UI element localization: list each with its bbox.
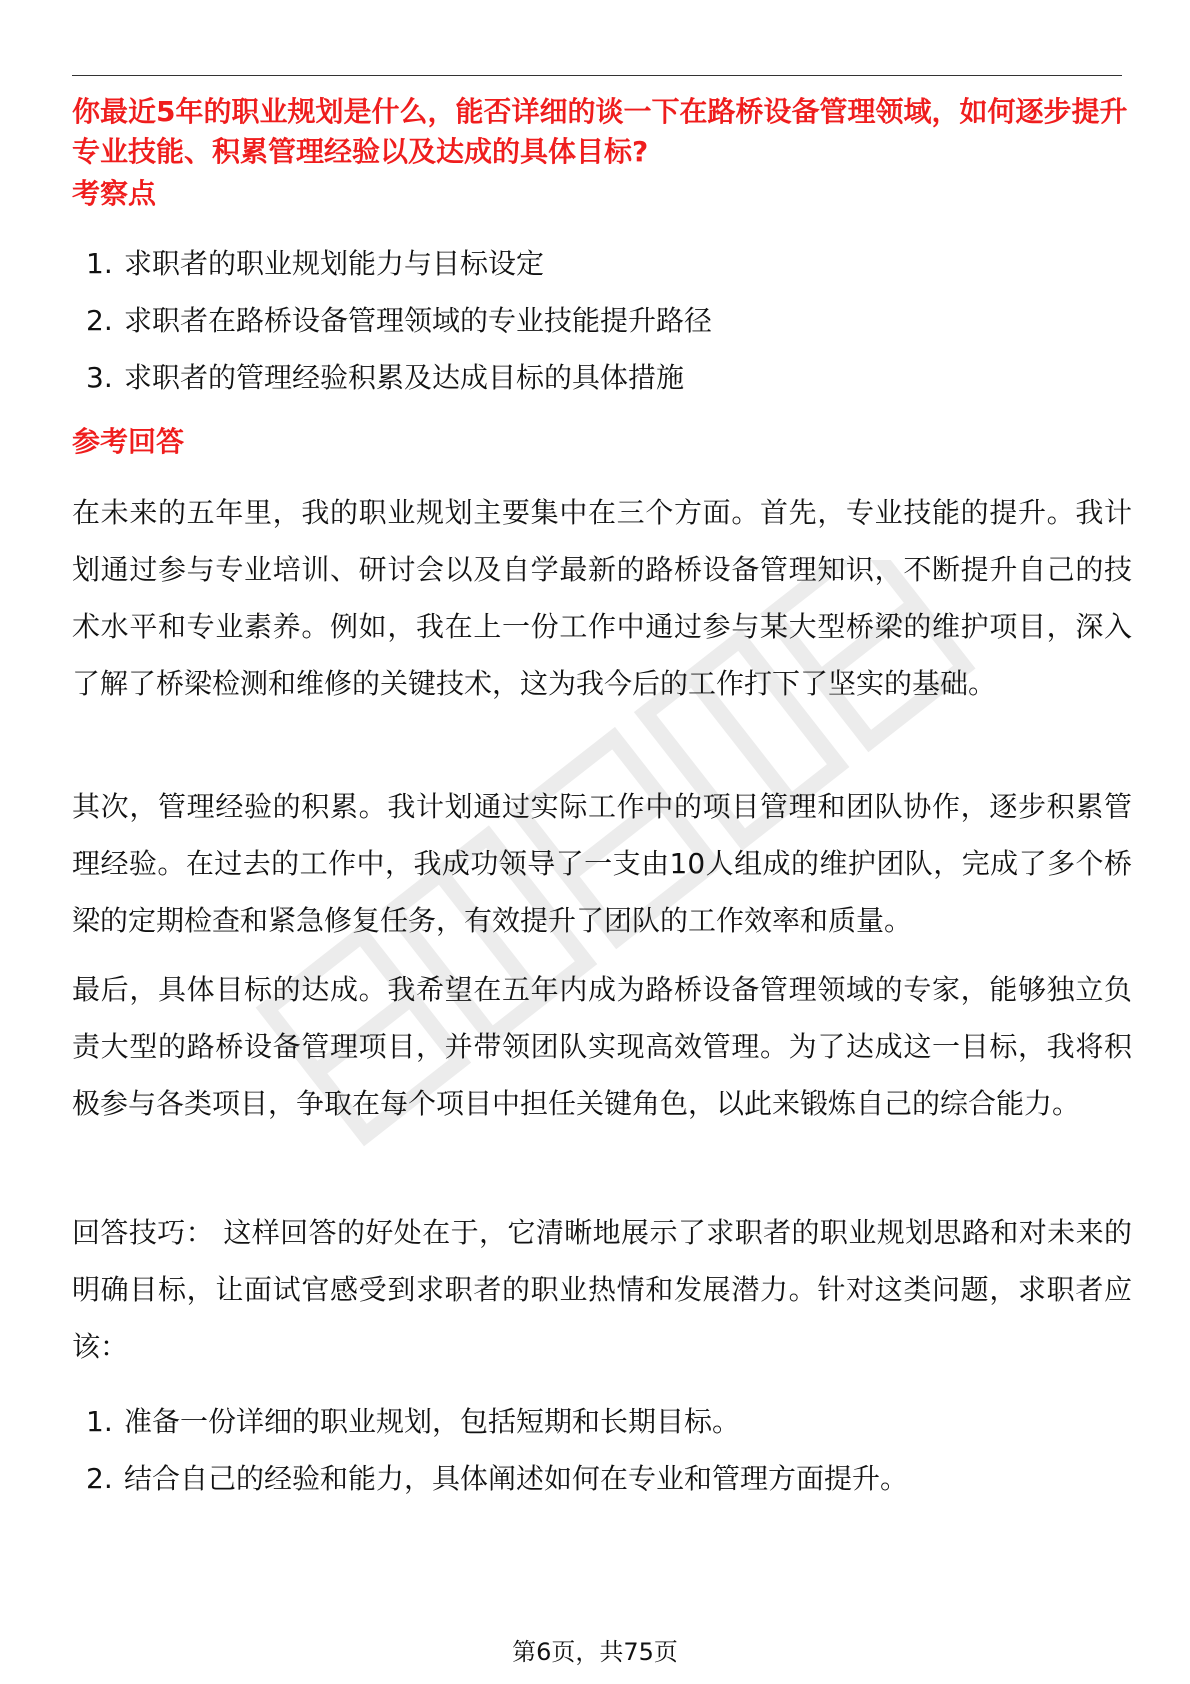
answer-paragraph-3: 最后，具体目标的达成。我希望在五年内成为路桥设备管理领域的专家，能够独立负责大型的路桥设备管理项目，并带领团队实现高效管理。为了达成这一目标，我将积极参与各类项目，争取在每个项目中担任关键角色，以此来锻炼自己的综合能力。 xyxy=(72,973,1132,1120)
focus-list xyxy=(72,244,1132,415)
list-item-text: 求职者在路桥设备管理领域的专业技能提升路径 xyxy=(124,304,713,337)
list-item-number: 2. xyxy=(86,1462,113,1495)
tips-list xyxy=(72,1402,1132,1516)
answer-section-title: 参考回答 xyxy=(72,425,185,458)
focus-section-title: 考察点 xyxy=(72,177,157,210)
list-item-number: 2. xyxy=(86,304,113,337)
list-item-text: 求职者的职业规划能力与目标设定 xyxy=(124,247,545,280)
list-item xyxy=(72,244,1132,301)
question-heading: 你最近5年的职业规划是什么，能否详细的谈一下在路桥设备管理领域，如何逐步提升专业技能、积累管理经验以及达成的具体目标? xyxy=(72,95,1128,168)
answer-paragraph-2: 其次，管理经验的积累。我计划通过实际工作中的项目管理和团队协作，逐步积累管理经验。在过去的工作中，我成功领导了一支由10人组成的维护团队，完成了多个桥梁的定期检查和紧急修复任务，有效提升了团队的工作效率和质量。 xyxy=(72,790,1132,937)
list-item-number: 1. xyxy=(86,1405,113,1438)
list-item-text: 准备一份详细的职业规划，包括短期和长期目标。 xyxy=(124,1405,741,1438)
top-divider xyxy=(72,75,1122,76)
list-item-text: 求职者的管理经验积累及达成目标的具体措施 xyxy=(124,361,685,394)
list-item xyxy=(72,301,1132,358)
answer-paragraph-1: 在未来的五年里，我的职业规划主要集中在三个方面。首先，专业技能的提升。我计划通过参与专业培训、研讨会以及自学最新的路桥设备管理知识，不断提升自己的技术水平和专业素养。例如，我在上一份工作中通过参与某大型桥梁的维护项目，深入了解了桥梁检测和维修的关键技术，这为我今后的工作打下了坚实的基础。 xyxy=(72,496,1132,700)
list-item xyxy=(72,1402,1132,1459)
list-item xyxy=(72,1459,1132,1516)
list-item-number: 3. xyxy=(86,361,113,394)
answer-tips-paragraph: 回答技巧： 这样回答的好处在于，它清晰地展示了求职者的职业规划思路和对未来的明确目标，让面试官感受到求职者的职业热情和发展潜力。针对这类问题，求职者应该： xyxy=(72,1216,1132,1363)
page-number-footer: 第6页，共75页 xyxy=(512,1638,678,1666)
list-item-number: 1. xyxy=(86,247,113,280)
list-item-text: 结合自己的经验和能力，具体阐述如何在专业和管理方面提升。 xyxy=(124,1462,909,1495)
list-item xyxy=(72,358,1132,415)
